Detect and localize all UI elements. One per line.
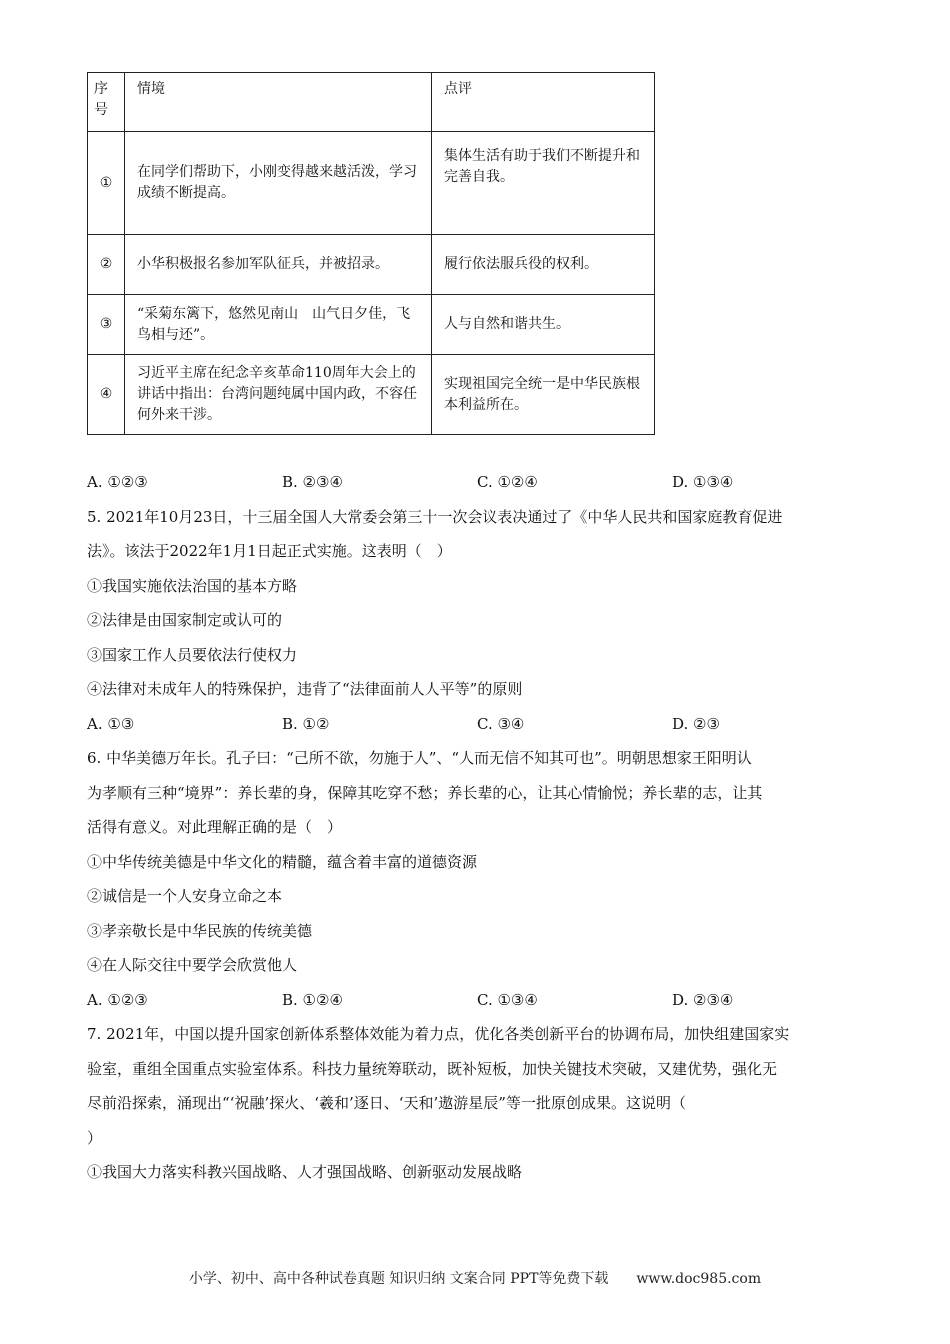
q7-stem-line: 验室，重组全国重点实验室体系。科技力量统筹联动，既补短板，加快关键技术突破，又建优势，强化无 bbox=[87, 1059, 778, 1078]
q6-item: ②诚信是一个人安身立命之本 bbox=[87, 887, 283, 905]
header-comment: 点评 bbox=[432, 73, 655, 132]
page-footer: 小学、初中、高中各种试卷真题 知识归纳 文案合同 PPT等免费下载 www.doc985.com bbox=[188, 1271, 762, 1287]
q6-item: ④在人际交往中要学会欣赏他人 bbox=[87, 956, 298, 974]
row-number: ① bbox=[88, 132, 125, 235]
option-b: B. ①② bbox=[282, 714, 330, 733]
row-number: ④ bbox=[88, 355, 125, 435]
row-comment: 人与自然和谐共生。 bbox=[432, 295, 655, 355]
header-context: 情境 bbox=[125, 73, 432, 132]
q7-stem-line: 7. 2021年，中国以提升国家创新体系整体效能为着力点，优化各类创新平台的协调布局，加快组建国家实 bbox=[87, 1025, 790, 1043]
q5-stem-line: 5. 2021年10月23日，十三届全国人大常委会第三十一次会议表决通过了《中华人民共和国家庭教育促进 bbox=[87, 507, 783, 526]
option-b: B. ①②④ bbox=[282, 990, 343, 1009]
q5-options bbox=[87, 707, 867, 742]
header-number: 序号 bbox=[88, 73, 125, 132]
row-context: “采菊东篱下，悠然见南山 山气日夕佳，飞鸟相与还”。 bbox=[125, 295, 432, 355]
table-row bbox=[88, 235, 655, 295]
table-row bbox=[88, 132, 655, 235]
table-row bbox=[88, 295, 655, 355]
row-number: ② bbox=[88, 235, 125, 295]
option-a: A. ①②③ bbox=[87, 473, 148, 491]
option-d: D. ②③ bbox=[672, 714, 720, 733]
table-header-row bbox=[88, 73, 655, 132]
row-comment: 实现祖国完全统一是中华民族根本利益所在。 bbox=[432, 355, 655, 435]
option-c: C. ③④ bbox=[477, 714, 525, 733]
q7-stem-line: 尽前沿探索，涌现出“‘祝融’探火、‘羲和’逐日、‘天和’遨游星辰”等一批原创成果。这说明（ bbox=[87, 1094, 686, 1112]
option-d: D. ②③④ bbox=[672, 990, 734, 1009]
row-comment: 履行依法服兵役的权利。 bbox=[432, 235, 655, 295]
row-number: ③ bbox=[88, 295, 125, 355]
q5-item: ①我国实施依法治国的基本方略 bbox=[87, 576, 298, 595]
q5-item: ③国家工作人员要依法行使权力 bbox=[87, 645, 298, 664]
row-context: 在同学们帮助下，小刚变得越来越活泼，学习成绩不断提高。 bbox=[125, 132, 432, 235]
q6-stem-line: 活得有意义。对此理解正确的是（ ） bbox=[87, 818, 343, 836]
option-c: C. ①③④ bbox=[477, 990, 538, 1009]
q4-options bbox=[87, 465, 867, 500]
row-context: 习近平主席在纪念辛亥革命110周年大会上的讲话中指出：台湾问题纯属中国内政，不容任何外来干涉。 bbox=[125, 355, 432, 435]
option-a: A. ①③ bbox=[87, 714, 135, 733]
q6-stem-line: 6. 中华美德万年长。孔子曰：“己所不欲，勿施于人”、“人而无信不知其可也”。明朝思想家王阳明认 bbox=[87, 749, 752, 767]
q6-item: ③孝亲敬长是中华民族的传统美德 bbox=[87, 921, 313, 940]
question-content bbox=[87, 465, 867, 1190]
row-comment: 集体生活有助于我们不断提升和完善自我。 bbox=[432, 132, 655, 235]
q6-item: ①中华传统美德是中华文化的精髓，蕴含着丰富的道德资源 bbox=[87, 852, 478, 871]
table-row bbox=[88, 355, 655, 435]
q5-item: ②法律是由国家制定或认可的 bbox=[87, 611, 283, 629]
option-c: C. ①②④ bbox=[477, 473, 538, 491]
q7-item: ①我国大力落实科教兴国战略、人才强国战略、创新驱动发展战略 bbox=[87, 1163, 523, 1181]
q6-stem-line: 为孝顺有三种“境界”：养长辈的身，保障其吃穿不愁；养长辈的心，让其心情愉悦；养长辈的志，让其 bbox=[87, 783, 763, 802]
q6-options bbox=[87, 983, 867, 1018]
q5-stem-line: 法》。该法于2022年1月1日起正式实施。这表明（ ） bbox=[87, 542, 452, 560]
option-a: A. ①②③ bbox=[87, 990, 148, 1009]
q7-stem-line: ） bbox=[87, 1128, 103, 1147]
row-context: 小华积极报名参加军队征兵，并被招录。 bbox=[125, 235, 432, 295]
option-d: D. ①③④ bbox=[672, 473, 734, 491]
q5-item: ④法律对未成年人的特殊保护，违背了“法律面前人人平等”的原则 bbox=[87, 680, 523, 698]
option-b: B. ②③④ bbox=[282, 473, 343, 491]
scenario-table bbox=[87, 72, 655, 435]
